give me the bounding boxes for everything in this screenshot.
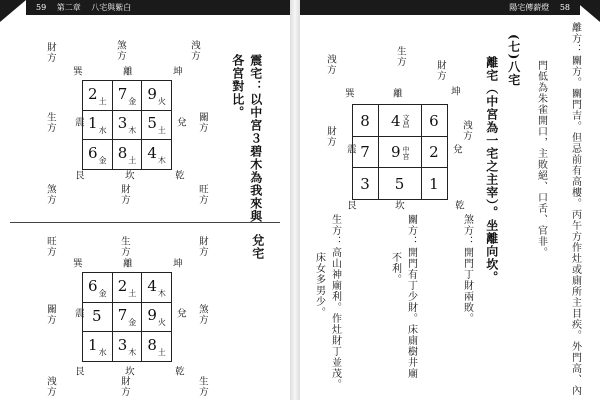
gua-xun: 巽 — [342, 88, 354, 98]
label-mr: 關方 — [196, 112, 208, 133]
grid-cell: $5_土$ — [142, 110, 172, 140]
gua-gen: 艮 — [72, 170, 84, 180]
label-tc: 生方 — [118, 236, 130, 257]
grid-cell: $2_土$ — [83, 81, 113, 111]
label-tc: 煞方 — [114, 40, 126, 61]
label-c2: 財方 — [434, 60, 446, 81]
grid-cell: 6 — [421, 105, 447, 137]
grid-cell: 9中宮 — [379, 136, 422, 168]
label-ml: 關方 — [44, 304, 56, 325]
label-br: 旺方 — [196, 184, 208, 205]
right-page-number: 58 — [559, 3, 570, 12]
sha-fang-text: 煞方：開門丁財兩敗。 — [461, 214, 473, 324]
left-page-number: 59 — [36, 3, 47, 12]
book-gutter — [290, 0, 300, 400]
left-header — [26, 0, 290, 15]
label-tr: 財方 — [196, 236, 208, 257]
grid-cell: $1_水$ — [83, 332, 113, 362]
zhen-grid — [82, 80, 172, 170]
section-heading: (七)八宅 — [506, 34, 521, 87]
li-grid — [352, 104, 448, 200]
right-header — [300, 0, 580, 15]
gua-qian: 乾 — [172, 366, 184, 376]
gua-zhen: 震 — [344, 144, 356, 154]
divider — [10, 222, 280, 223]
right-header-title: 陽宅傳薪燈 — [509, 3, 550, 12]
gua-xun: 巽 — [70, 66, 82, 76]
grid-cell: $1_水$ — [83, 110, 113, 140]
grid-cell: $6_金$ — [83, 273, 113, 303]
dui-house-heading: 兌宅 — [250, 234, 265, 260]
grid-cell: 1 — [421, 168, 447, 200]
left-page — [0, 0, 290, 400]
grid-cell: $7_金$ — [112, 81, 142, 111]
label-ml: 財方 — [324, 126, 336, 147]
sheng-fang-text: 生方：高山神廟利。作灶財丁並茂。 — [329, 214, 341, 390]
guan-fang-text-cont: 不利。 — [389, 252, 401, 285]
zhen-house-heading: 震宅：以中宮３碧木為我來與 — [248, 54, 263, 223]
gua-gen: 艮 — [344, 200, 356, 210]
grid-cell: 3 — [353, 168, 379, 200]
label-bc: 財方 — [118, 376, 130, 397]
sheng-fang-text-cont: 床女多男少。 — [313, 252, 325, 318]
right-page — [300, 0, 600, 400]
grid-cell: $2_土$ — [112, 273, 142, 303]
grid-cell: $8_土$ — [112, 140, 142, 170]
gua-dui: 兌 — [174, 117, 186, 127]
gua-zhen: 震 — [72, 117, 84, 127]
grid-cell: $3_木$ — [112, 332, 142, 362]
label-tl: 洩方 — [324, 54, 336, 75]
guan-fang-text: 關方：開門有丁少財。床廁樹井廟 — [405, 214, 417, 379]
gua-qian: 乾 — [172, 170, 184, 180]
grid-cell: $8_土$ — [142, 332, 172, 362]
dui-grid — [82, 272, 172, 362]
label-c1: 生方 — [394, 46, 406, 67]
label-br: 生方 — [196, 376, 208, 397]
grid-cell: 7 — [353, 136, 379, 168]
label-tl: 旺方 — [44, 236, 56, 257]
grid-cell: $4_木$ — [142, 140, 172, 170]
gua-li: 離 — [120, 66, 132, 76]
li-fang-text: 離方：關方。關門吉。但忌前有高樓。丙午方作灶或廁所主目疾。外門高、內 — [569, 22, 581, 396]
grid-cell: $9_火$ — [142, 81, 172, 111]
label-tr: 洩方 — [188, 40, 200, 61]
gua-kun: 坤 — [448, 86, 460, 96]
grid-cell: $4_木$ — [142, 273, 172, 303]
gua-kun: 坤 — [170, 258, 182, 268]
gua-li: 離 — [120, 258, 132, 268]
li-house-heading: 離宅（中宮為一宅之主宰）。坐離向坎。 — [484, 56, 499, 284]
grid-cell: $3_木$ — [112, 110, 142, 140]
grid-cell: 5 — [379, 168, 422, 200]
gua-kun: 坤 — [170, 66, 182, 76]
gua-li: 離 — [390, 88, 402, 98]
zhen-house-heading-cont: 各宮對比。 — [230, 54, 245, 119]
li-fang-text-cont: 門低為朱雀開口，主敗絕、口舌、官非。 — [535, 60, 547, 258]
label-bl: 煞方 — [44, 184, 56, 205]
label-ml: 生方 — [44, 112, 56, 133]
label-bl: 洩方 — [44, 376, 56, 397]
gua-kan: 坎 — [122, 366, 134, 376]
label-tl: 財方 — [44, 42, 56, 63]
gua-dui: 兌 — [450, 144, 462, 154]
gua-kan: 坎 — [122, 170, 134, 180]
grid-cell: 4文昌 — [379, 105, 422, 137]
left-chapter: 第二章 — [56, 3, 81, 12]
gua-dui: 兌 — [174, 308, 186, 318]
label-bc: 財方 — [118, 184, 130, 205]
gua-xun: 巽 — [70, 258, 82, 268]
grid-cell: 5 — [83, 302, 113, 332]
gua-zhen: 震 — [72, 308, 84, 318]
gua-gen: 艮 — [72, 366, 84, 376]
corner-ornament — [0, 0, 26, 22]
grid-cell: 8 — [353, 105, 379, 137]
grid-cell: $9_火$ — [142, 302, 172, 332]
gua-kan: 坎 — [392, 200, 404, 210]
left-header-title: 八宅與紫白 — [91, 3, 132, 12]
label-mr: 煞方 — [196, 304, 208, 325]
grid-cell: 2 — [421, 136, 447, 168]
gua-qian: 乾 — [452, 200, 464, 210]
label-c3: 洩方 — [460, 120, 472, 141]
grid-cell: $7_金$ — [112, 302, 142, 332]
grid-cell: $6_金$ — [83, 140, 113, 170]
